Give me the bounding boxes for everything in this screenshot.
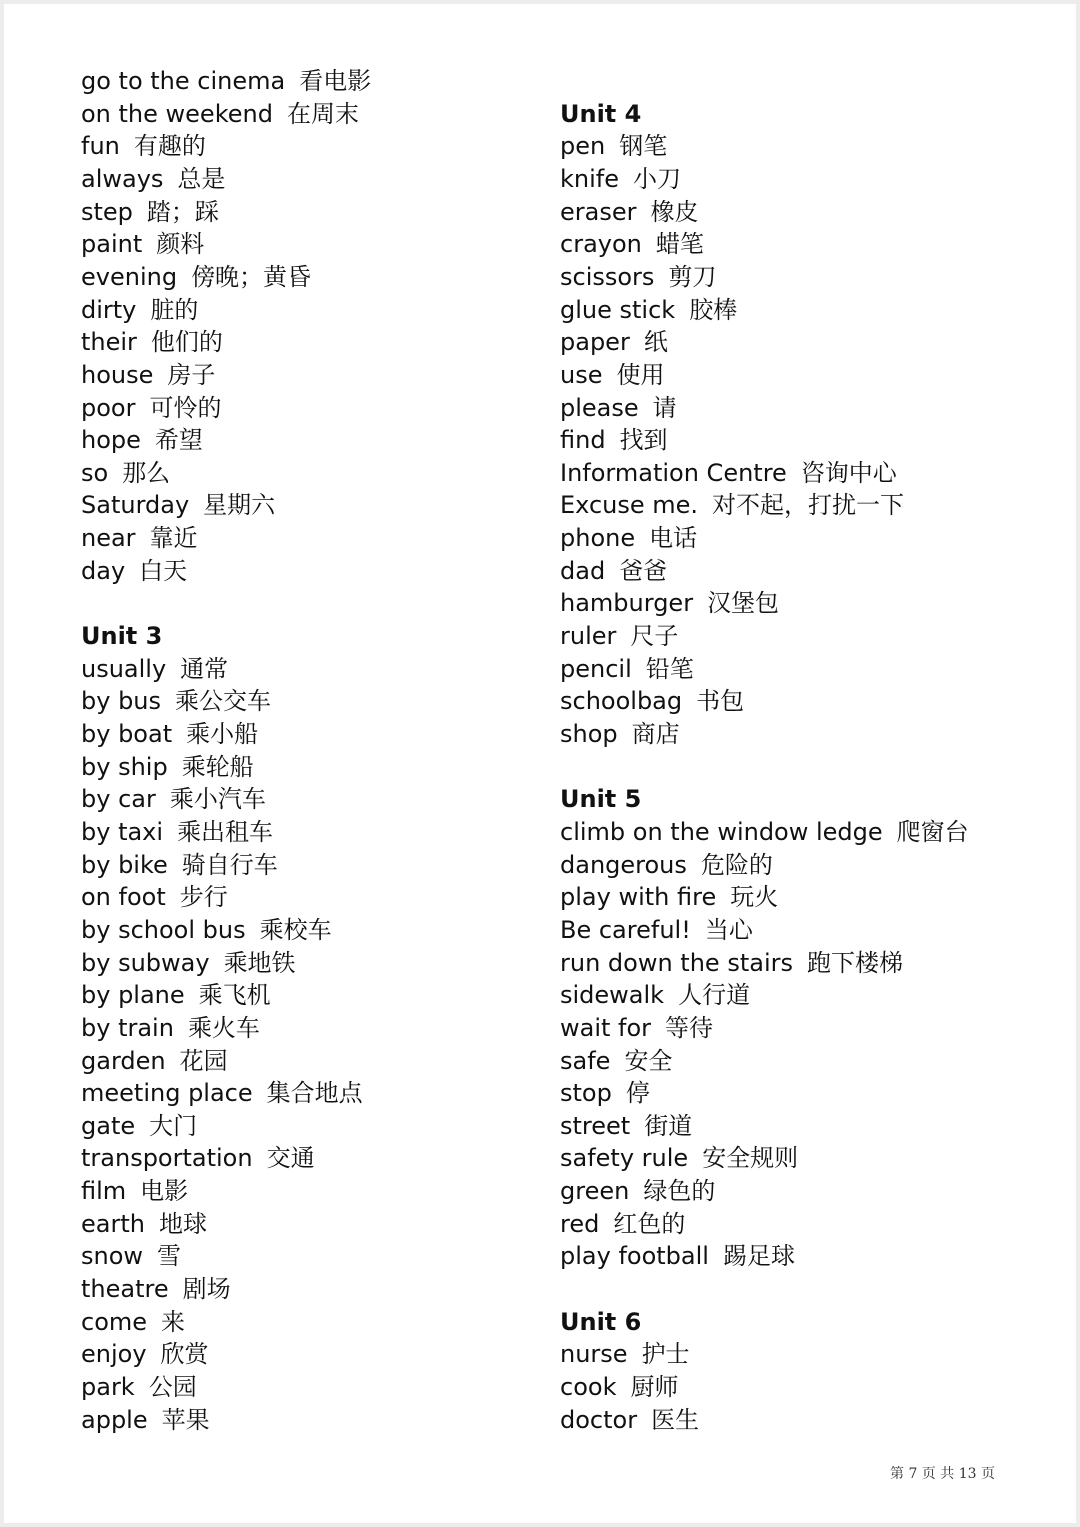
vocab-entry: [81, 1013, 260, 1043]
english-term: nurse: [560, 1340, 628, 1369]
english-term: pencil: [560, 654, 632, 683]
chinese-meaning: 当心: [704, 915, 753, 944]
vocab-entry: [81, 1078, 363, 1108]
english-term: paint: [81, 230, 143, 259]
english-term: sidewalk: [560, 981, 665, 1010]
english-term: by school bus: [81, 915, 246, 944]
chinese-meaning: 乘飞机: [198, 981, 271, 1010]
chinese-meaning: 白天: [139, 556, 188, 585]
chinese-meaning: 蜡笔: [655, 230, 704, 259]
vocab-entry: [81, 1274, 231, 1304]
english-term: by ship: [81, 752, 168, 781]
chinese-meaning: 医生: [651, 1405, 700, 1434]
vocab-entry: [81, 752, 254, 782]
unit-heading: Unit 3: [81, 622, 163, 651]
english-term: stop: [560, 1079, 612, 1108]
english-term: fun: [81, 132, 120, 161]
vocab-entry: [560, 556, 667, 586]
chinese-meaning: 爬窗台: [896, 817, 969, 846]
vocab-entry: [81, 948, 296, 978]
vocab-entry: [560, 1111, 692, 1141]
chinese-meaning: 房子: [167, 360, 216, 389]
chinese-meaning: 厨师: [630, 1373, 679, 1401]
english-term: scissors: [560, 262, 655, 291]
english-term: knife: [560, 164, 619, 193]
chinese-meaning: 乘火车: [187, 1013, 260, 1042]
chinese-meaning: 汉堡包: [707, 589, 780, 618]
vocab-entry: [81, 784, 266, 814]
chinese-meaning: 电话: [649, 524, 698, 553]
chinese-meaning: 地球: [158, 1209, 207, 1238]
english-term: film: [81, 1177, 127, 1206]
english-term: transportation: [81, 1144, 253, 1173]
english-term: by car: [81, 785, 156, 814]
english-term: red: [560, 1209, 600, 1238]
english-term: paper: [560, 328, 630, 357]
vocab-entry: [81, 915, 332, 945]
english-term: use: [560, 360, 603, 389]
vocab-entry: [81, 229, 204, 259]
chinese-meaning: 剪刀: [668, 262, 717, 291]
chinese-meaning: 有趣的: [133, 132, 206, 161]
vocab-entry: [560, 1339, 690, 1369]
vocab-entry: [560, 131, 667, 161]
chinese-meaning: 玩火: [730, 883, 779, 912]
vocab-entry: [81, 66, 371, 96]
chinese-meaning: 欣赏: [160, 1340, 209, 1369]
chinese-meaning: 危险的: [700, 850, 773, 879]
english-term: usually: [81, 654, 167, 683]
chinese-meaning: 他们的: [150, 328, 223, 357]
unit-heading: Unit 5: [560, 785, 642, 814]
chinese-meaning: 橡皮: [650, 197, 699, 226]
chinese-meaning: 在周末: [286, 99, 359, 128]
english-term: pen: [560, 132, 606, 161]
english-term: dirty: [81, 295, 137, 324]
chinese-meaning: 通常: [180, 654, 229, 683]
vocab-entry: [560, 1241, 795, 1271]
vocab-entry: [560, 360, 664, 390]
vocab-entry: [560, 1078, 650, 1108]
vocab-entry: [560, 262, 716, 292]
english-term: wait for: [560, 1013, 652, 1042]
english-term: safety rule: [560, 1144, 689, 1173]
english-term: crayon: [560, 230, 642, 259]
vocab-entry: [560, 654, 694, 684]
vocab-entry: [81, 523, 198, 553]
chinese-meaning: 街道: [644, 1111, 693, 1140]
chinese-meaning: 胶棒: [689, 295, 738, 324]
chinese-meaning: 护士: [641, 1340, 690, 1369]
chinese-meaning: 使用: [616, 360, 665, 389]
vocab-entry: [81, 425, 203, 455]
english-term: green: [560, 1177, 630, 1206]
vocab-entry: [81, 99, 359, 129]
vocab-entry: [81, 817, 273, 847]
document-page: [4, 4, 1076, 1523]
vocab-entry: [81, 1143, 315, 1173]
english-term: so: [81, 458, 109, 487]
english-term: dangerous: [560, 850, 687, 879]
chinese-meaning: 电影: [140, 1177, 189, 1206]
chinese-meaning: 爸爸: [619, 556, 668, 585]
vocab-entry: [81, 197, 219, 227]
chinese-meaning: 乘校车: [259, 915, 332, 944]
vocab-entry: [560, 980, 750, 1010]
vocab-entry: [560, 915, 753, 945]
vocab-entry: [81, 393, 221, 423]
vocab-entry: [81, 1339, 209, 1369]
vocab-entry: [560, 229, 704, 259]
chinese-meaning: 傍晚；黄昏: [191, 262, 312, 291]
english-term: apple: [81, 1405, 148, 1434]
chinese-meaning: 那么: [122, 458, 171, 487]
chinese-meaning: 对不起，打扰一下: [712, 491, 905, 520]
english-term: evening: [81, 262, 178, 291]
chinese-meaning: 小刀: [633, 164, 681, 193]
english-term: by boat: [81, 720, 173, 748]
chinese-meaning: 乘轮船: [181, 752, 254, 781]
english-term: run down the stairs: [560, 948, 793, 977]
english-term: garden: [81, 1046, 166, 1075]
english-term: on the weekend: [81, 99, 273, 128]
vocab-entry: [81, 1111, 197, 1141]
english-term: near: [81, 524, 136, 553]
chinese-meaning: 公园: [148, 1373, 197, 1401]
english-term: dad: [560, 556, 606, 585]
english-term: park: [81, 1373, 135, 1401]
chinese-meaning: 脏的: [150, 295, 199, 324]
vocab-entry: [560, 1405, 699, 1435]
vocab-entry: [81, 295, 198, 325]
chinese-meaning: 星期六: [203, 491, 276, 520]
english-term: house: [81, 360, 154, 389]
english-term: day: [81, 556, 126, 585]
english-term: cook: [560, 1373, 617, 1401]
english-term: by bike: [81, 850, 168, 879]
english-term: on foot: [81, 883, 166, 912]
vocab-entry: [81, 458, 170, 488]
vocab-entry: [560, 1143, 798, 1173]
chinese-meaning: 乘地铁: [223, 948, 296, 977]
chinese-meaning: 安全规则: [702, 1144, 799, 1173]
vocab-entry: [81, 1372, 197, 1402]
vocab-entry: [81, 1176, 188, 1206]
english-term: hamburger: [560, 589, 694, 618]
english-term: ruler: [560, 622, 617, 651]
chinese-meaning: 乘公交车: [175, 687, 272, 716]
vocab-entry: [560, 1013, 713, 1043]
chinese-meaning: 来: [161, 1307, 186, 1336]
english-term: by subway: [81, 948, 210, 977]
english-term: earth: [81, 1209, 145, 1238]
english-term: schoolbag: [560, 687, 683, 716]
english-term: poor: [81, 393, 136, 422]
vocab-entry: [560, 1372, 678, 1402]
vocab-entry: [560, 817, 969, 847]
english-term: find: [560, 426, 606, 455]
english-term: phone: [560, 524, 636, 553]
chinese-meaning: 花园: [179, 1046, 228, 1075]
vocab-entry: [81, 164, 225, 194]
english-term: snow: [81, 1242, 144, 1271]
english-term: go to the cinema: [81, 67, 286, 95]
chinese-meaning: 书包: [696, 687, 745, 716]
vocab-entry: [560, 1176, 715, 1206]
vocab-entry: [560, 882, 778, 912]
chinese-meaning: 希望: [154, 426, 203, 455]
english-term: street: [560, 1111, 631, 1140]
vocab-entry: [81, 882, 228, 912]
chinese-meaning: 踏；踩: [146, 197, 219, 226]
english-term: doctor: [560, 1405, 638, 1434]
english-term: by train: [81, 1013, 174, 1042]
chinese-meaning: 尺子: [630, 622, 679, 651]
vocab-entry: [81, 1046, 228, 1076]
vocab-entry: [560, 523, 697, 553]
vocab-entry: [81, 850, 278, 880]
vocab-entry: [560, 393, 677, 423]
vocab-entry: [560, 850, 773, 880]
vocab-entry: [560, 295, 737, 325]
vocab-entry: [560, 588, 779, 618]
chinese-meaning: 集合地点: [266, 1079, 363, 1108]
chinese-meaning: 步行: [179, 883, 228, 912]
chinese-meaning: 总是: [177, 164, 226, 193]
vocab-entry: [81, 980, 271, 1010]
english-term: please: [560, 393, 639, 422]
vocab-entry: [560, 164, 681, 194]
vocab-entry: [560, 621, 678, 651]
english-term: climb on the window ledge: [560, 817, 883, 846]
english-term: step: [81, 197, 133, 226]
vocab-entry: [81, 1209, 207, 1239]
page-footer: 第 7 页 共 13 页: [890, 1466, 995, 1482]
chinese-meaning: 请: [652, 393, 677, 422]
english-term: Excuse me.: [560, 491, 699, 520]
unit-heading: Unit 6: [560, 1307, 642, 1336]
vocab-entry: [560, 197, 698, 227]
english-term: Saturday: [81, 491, 190, 520]
vocab-entry: [81, 556, 187, 586]
chinese-meaning: 交通: [266, 1144, 315, 1173]
vocab-entry: [560, 458, 897, 488]
vocab-entry: [560, 327, 668, 357]
chinese-meaning: 商店: [631, 720, 680, 748]
chinese-meaning: 剧场: [182, 1275, 231, 1304]
chinese-meaning: 红色的: [613, 1209, 686, 1238]
english-term: their: [81, 328, 137, 357]
chinese-meaning: 人行道: [678, 981, 751, 1010]
vocab-entry: [560, 490, 904, 520]
english-term: shop: [560, 720, 618, 748]
chinese-meaning: 颜料: [156, 230, 205, 259]
vocab-entry: [81, 686, 271, 716]
vocab-entry: [81, 262, 311, 292]
english-term: play with fire: [560, 883, 717, 912]
english-term: eraser: [560, 197, 637, 226]
unit-heading: Unit 4: [560, 99, 642, 128]
chinese-meaning: 乘出租车: [177, 817, 274, 846]
chinese-meaning: 骑自行车: [181, 850, 278, 879]
english-term: safe: [560, 1046, 611, 1075]
chinese-meaning: 踢足球: [722, 1242, 795, 1271]
chinese-meaning: 绿色的: [643, 1177, 716, 1206]
english-term: play football: [560, 1242, 709, 1271]
vocab-entry: [81, 1241, 181, 1271]
vocab-entry: [81, 327, 223, 357]
vocab-entry: [81, 490, 275, 520]
vocab-entry: [560, 1046, 672, 1076]
chinese-meaning: 雪: [157, 1242, 182, 1271]
vocab-entry: [81, 719, 258, 749]
english-term: by bus: [81, 687, 162, 716]
chinese-meaning: 可怜的: [149, 393, 222, 422]
english-term: gate: [81, 1111, 136, 1140]
chinese-meaning: 停: [625, 1079, 650, 1108]
vocab-entry: [560, 686, 744, 716]
english-term: meeting place: [81, 1079, 253, 1108]
chinese-meaning: 大门: [149, 1111, 198, 1140]
chinese-meaning: 等待: [665, 1013, 714, 1042]
vocab-entry: [81, 1307, 185, 1337]
chinese-meaning: 靠近: [149, 524, 198, 553]
vocab-entry: [560, 1209, 685, 1239]
vocab-entry: [560, 948, 903, 978]
vocab-entry: [81, 131, 206, 161]
chinese-meaning: 看电影: [299, 67, 372, 95]
chinese-meaning: 铅笔: [645, 654, 694, 683]
english-term: come: [81, 1307, 148, 1336]
english-term: Information Centre: [560, 458, 787, 487]
english-term: hope: [81, 426, 141, 455]
english-term: always: [81, 164, 164, 193]
english-term: enjoy: [81, 1340, 147, 1369]
chinese-meaning: 找到: [619, 426, 668, 455]
chinese-meaning: 跑下楼梯: [806, 948, 903, 977]
chinese-meaning: 纸: [643, 328, 668, 357]
chinese-meaning: 苹果: [161, 1405, 210, 1434]
chinese-meaning: 咨询中心: [800, 458, 897, 487]
vocab-entry: [560, 719, 680, 749]
vocab-entry: [81, 654, 228, 684]
english-term: by plane: [81, 981, 185, 1010]
chinese-meaning: 乘小船: [186, 720, 259, 748]
vocab-entry: [81, 1405, 210, 1435]
chinese-meaning: 乘小汽车: [169, 785, 266, 814]
english-term: by taxi: [81, 817, 164, 846]
chinese-meaning: 安全: [624, 1046, 673, 1075]
chinese-meaning: 钢笔: [619, 132, 668, 161]
vocab-entry: [81, 360, 215, 390]
english-term: theatre: [81, 1275, 169, 1304]
english-term: Be careful!: [560, 915, 691, 944]
english-term: glue stick: [560, 295, 676, 324]
vocab-entry: [560, 425, 668, 455]
